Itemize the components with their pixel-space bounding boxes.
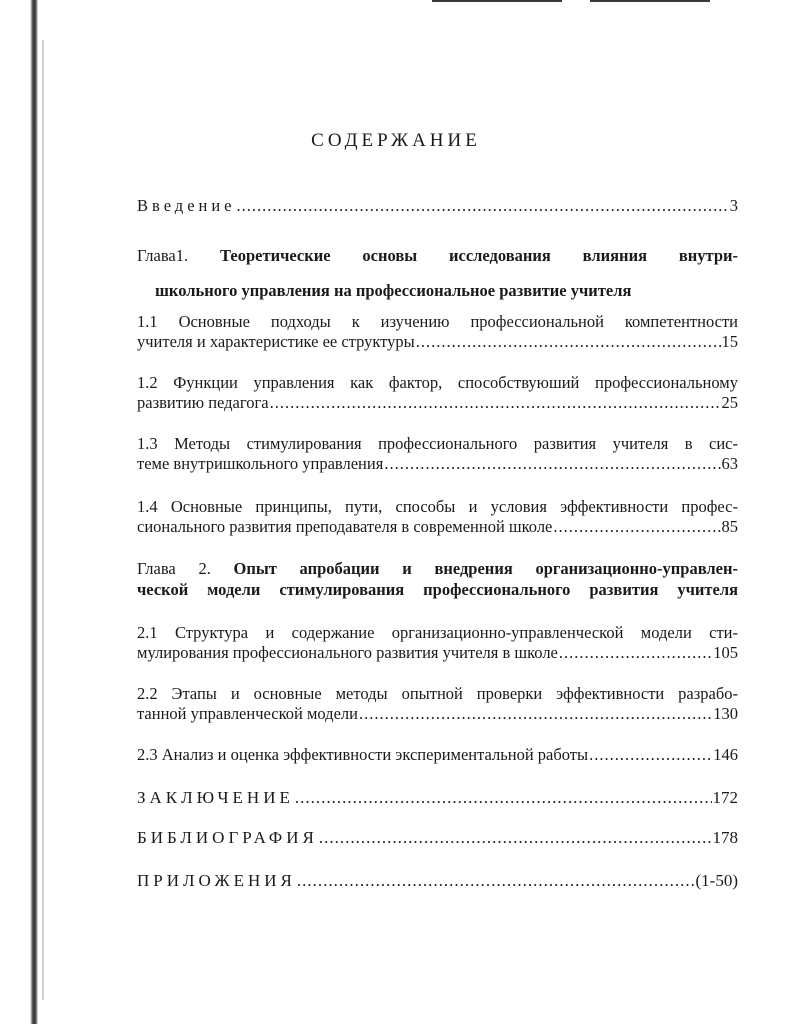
top-rule-right: [590, 0, 710, 2]
toc-leader-dots: [553, 517, 720, 537]
toc-page-number: 63: [721, 454, 738, 473]
chapter-title: Опыт апробации и внедрения организационно-управлен-: [233, 559, 738, 578]
toc-leader-dots: [384, 454, 720, 474]
chapter-1-heading: [137, 246, 738, 266]
toc-leader-dots: [297, 871, 695, 891]
toc-entry-line1: 1.3 Методы стимулирования профессионального развития учителя в сис-: [137, 434, 738, 453]
toc-entry-2-1: [137, 623, 738, 663]
toc-page-number: 3: [729, 196, 738, 215]
toc-leader-dots: [416, 332, 721, 352]
chapter-2-heading: [137, 559, 738, 579]
toc-entry-line2: теме внутришкольного управления: [137, 454, 384, 473]
scan-shadow-line: [42, 40, 44, 1000]
toc-page-number: 25: [721, 393, 738, 412]
toc-entry-line1: 1.4 Основные принципы, пути, способы и условия эффективности профес-: [137, 497, 738, 516]
toc-entry-line2: мулирования профессионального развития учителя в школе: [137, 643, 558, 662]
toc-page-number: 105: [713, 643, 738, 662]
toc-entry-line1: 1.2 Функции управления как фактор, способствуюший профессиональному: [137, 373, 738, 392]
toc-entry-label: Введение: [137, 196, 236, 215]
toc-entry-line2: сионального развития преподавателя в современной школе: [137, 517, 553, 536]
toc-leader-dots: [237, 196, 729, 216]
toc-entry-2-2: [137, 684, 738, 724]
chapter-title: Теоретические основы исследования влияния внутри-: [220, 246, 739, 265]
toc-page-number: 130: [713, 704, 738, 723]
toc-entry-line2: развитию педагога: [137, 393, 269, 412]
toc-entry-appendices: [137, 871, 738, 891]
chapter-2-heading-line2: ческой модели стимулирования профессионального развития учителя: [137, 580, 738, 599]
toc-page-number: 178: [712, 828, 738, 847]
toc-entry-1-2: [137, 373, 738, 413]
toc-entry-intro: [137, 196, 738, 216]
toc-entry-line1: 2.1 Структура и содержание организационно-управленческой модели сти-: [137, 623, 738, 642]
toc-leader-dots: [295, 788, 712, 808]
toc-leader-dots: [270, 393, 721, 413]
toc-entry-line1: 2.2 Этапы и основные методы опытной проверки эффективности разрабо-: [137, 684, 738, 703]
toc-entry-bibliography: [137, 828, 738, 848]
chapter-label: Глава 2.: [137, 559, 211, 578]
toc-entry-label: 2.3 Анализ и оценка эффективности экспериментальной работы: [137, 745, 589, 764]
toc-entry-label: ЗАКЛЮЧЕНИЕ: [137, 788, 294, 807]
toc-entry-label: БИБЛИОГРАФИЯ: [137, 828, 318, 847]
toc-entry-1-3: [137, 434, 738, 474]
scan-binding-edge: [30, 0, 38, 1024]
toc-entry-2-3: [137, 745, 738, 765]
toc-entry-1-4: [137, 497, 738, 537]
chapter-label: Глава1.: [137, 246, 189, 265]
toc-page-number: 172: [712, 788, 738, 807]
toc-entry-1-1: [137, 312, 738, 352]
toc-leader-dots: [359, 704, 712, 724]
toc-page-number: 15: [721, 332, 738, 351]
chapter-1-heading-line2: школьного управления на профессиональное развитие учителя: [155, 281, 632, 300]
toc-page-number: (1-50): [695, 871, 738, 890]
page-title: СОДЕРЖАНИЕ: [311, 130, 481, 151]
toc-entry-conclusion: [137, 788, 738, 808]
toc-page-number: 85: [721, 517, 738, 536]
toc-page-number: 146: [713, 745, 738, 764]
toc-leader-dots: [589, 745, 712, 765]
toc-leader-dots: [559, 643, 712, 663]
toc-entry-line1: 1.1 Основные подходы к изучению профессиональной компетентности: [137, 312, 738, 331]
toc-entry-label: ПРИЛОЖЕНИЯ: [137, 871, 296, 890]
toc-entry-line2: танной управленческой модели: [137, 704, 358, 723]
toc-leader-dots: [319, 828, 712, 848]
top-rule-left: [432, 0, 562, 2]
toc-entry-line2: учителя и характеристике ее структуры: [137, 332, 415, 351]
